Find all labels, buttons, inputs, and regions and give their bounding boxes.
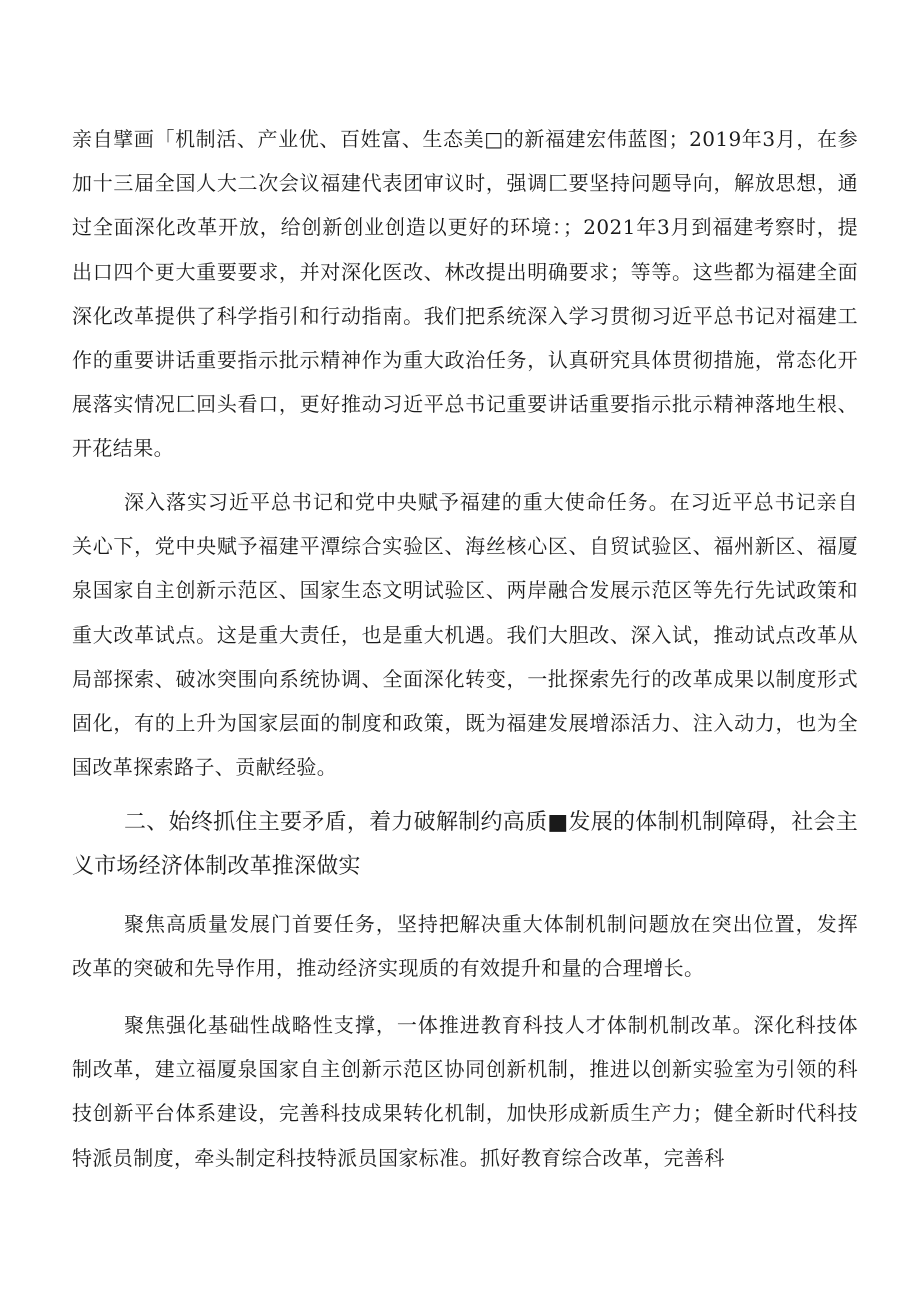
body-paragraph: 聚焦高质量发展门首要任务，坚持把解决重大体制机制问题放在突出位置，发挥改革的突破和先导作用，推动经济实现质的有效提升和量的合理增长。 [72,912,858,981]
body-paragraph: 聚焦强化基础性战略性支撑，一体推进教育科技人才体制机制改革。深化科技体制改革，建立福厦泉国家自主创新示范区协同创新机制，推进以创新实验室为引领的科技创新平台体系建设，完善科技成果转化机制，加快形成新质生产力；健全新时代科技特派员制度，牵头制定科技特派员国家标准。抓好教育综合改革，完善科 [72,1013,858,1170]
section-heading: 二、始终抓住主要矛盾，着力破解制约高质■发展的体制机制障碍，社会主义市场经济体制改革推深做实 [72,810,858,879]
body-paragraph: 深入落实习近平总书记和党中央赋予福建的重大使命任务。在习近平总书记亲自关心下，党中央赋予福建平潭综合实验区、海丝核心区、自贸试验区、福州新区、福厦泉国家自主创新示范区、国家生态文明试验区、两岸融合发展示范区等先行先试政策和重大改革试点。这是重大责任，也是重大机遇。我们大胆改、深入试，推动试点改革从局部探索、破冰突围向系统协调、全面深化转变，一批探索先行的改革成果以制度形式固化，有的上升为国家层面的制度和政策，既为福建发展增添活力、注入动力，也为全国改革探索路子、贡献经验。 [72,490,858,780]
body-paragraph: 亲自擘画「机制活、产业优、百姓富、生态美□的新福建宏伟蓝图；2019年3月，在参加十三届全国人大二次会议福建代表团审议时，强调匚要坚持问题导向，解放思想，通过全面深化改革开放，给创新创业创造以更好的环境：；2021年3月到福建考察时，提出口四个更大重要要求，并对深化医改、林改提出明确要求；等等。这些都为福建全面深化改革提供了科学指引和行动指南。我们把系统深入学习贯彻习近平总书记对福建工作的重要讲话重要指示批示精神作为重大政治任务，认真研究具体贯彻措施，常态化开展落实情况匚回头看口，更好推动习近平总书记重要讲话重要指示批示精神落地生根、开花结果。 [72,127,858,461]
